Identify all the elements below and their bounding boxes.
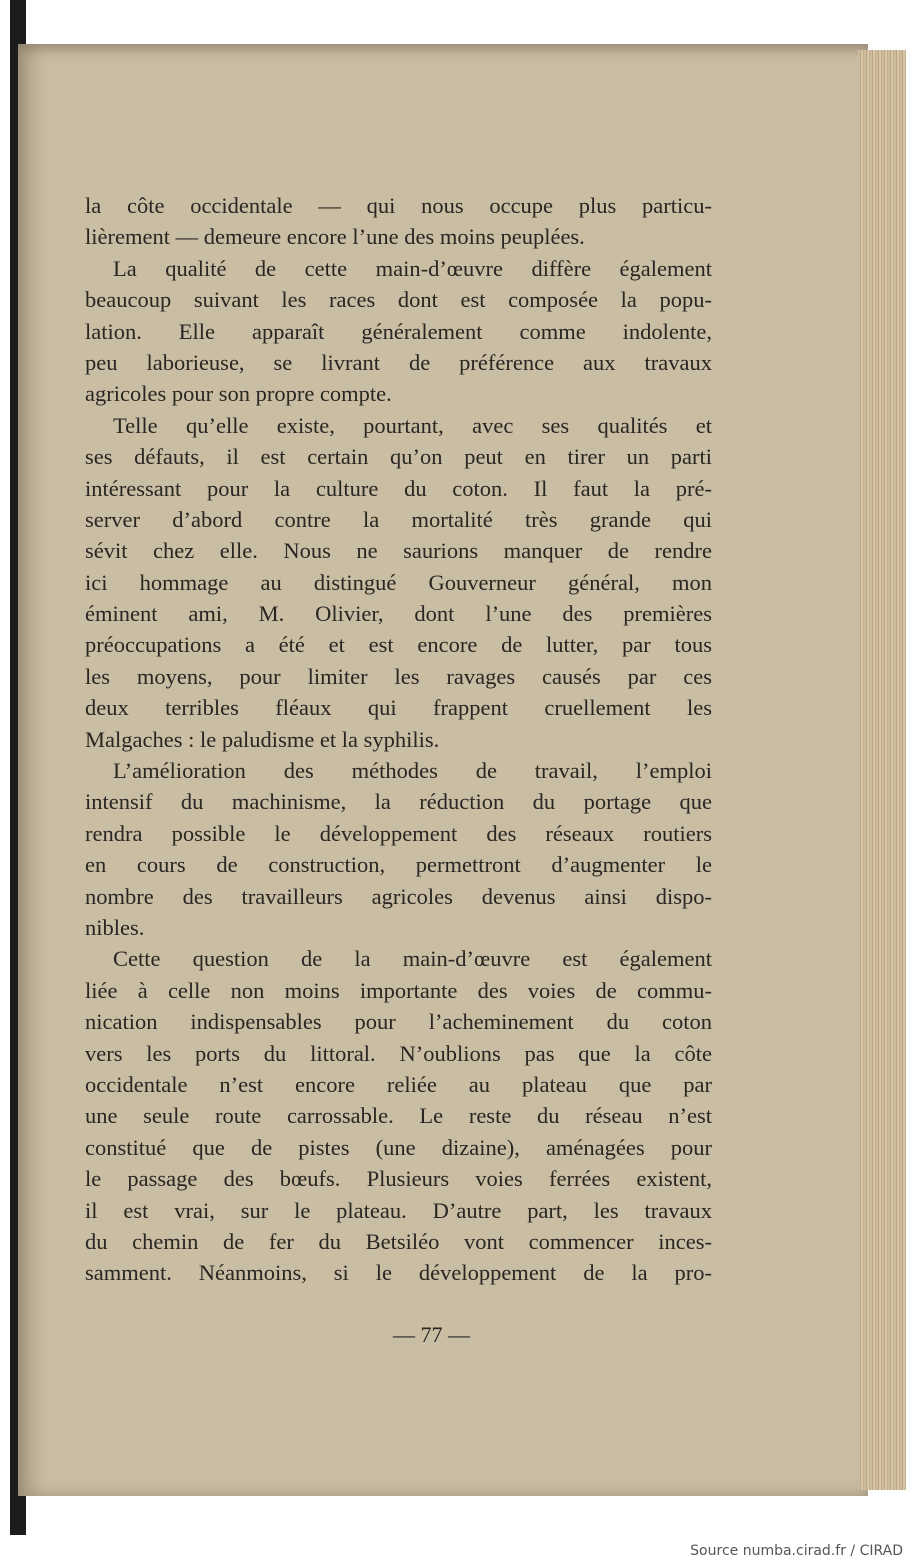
text-line: nibles.: [85, 914, 145, 940]
text-line: Telle qu’elle existe, pourtant, avec ses qualités et: [113, 412, 712, 438]
text-line: peu laborieuse, se livrant de préférence aux travaux: [85, 349, 712, 375]
text-line: les moyens, pour limiter les ravages causés par ces: [85, 663, 712, 689]
text-line: server d’abord contre la mortalité très grande qui: [85, 506, 712, 532]
text-line: constitué que de pistes (une dizaine), aménagées pour: [85, 1134, 712, 1160]
text-line: le passage des bœufs. Plusieurs voies ferrées existent,: [85, 1166, 712, 1192]
page-number: — 77 —: [393, 1322, 470, 1347]
text-line: agricoles pour son propre compte.: [85, 381, 392, 407]
text-line: intéressant pour la culture du coton. Il faut la pré-: [85, 475, 712, 501]
text-line: liée à celle non moins importante des voies de commu-: [85, 977, 712, 1003]
page-edges: [858, 50, 906, 1490]
text-line: Cette question de la main-d’œuvre est également: [113, 946, 712, 972]
text-line: ici hommage au distingué Gouverneur général, mon: [85, 569, 712, 595]
body-text: [85, 190, 712, 1289]
text-line: Malgaches : le paludisme et la syphilis.: [85, 726, 440, 752]
text-line: ses défauts, il est certain qu’on peut en tirer un parti: [85, 444, 712, 470]
text-line: nombre des travailleurs agricoles devenus ainsi dispo-: [85, 883, 712, 909]
text-line: la côte occidentale — qui nous occupe plus particu-: [85, 193, 712, 218]
text-line: occidentale n’est encore reliée au plateau que par: [85, 1071, 712, 1097]
text-line: préoccupations a été et est encore de lutter, par tous: [85, 632, 712, 658]
text-line: éminent ami, M. Olivier, dont l’une des premières: [85, 601, 712, 627]
text-line: deux terribles fléaux qui frappent cruellement les: [85, 695, 712, 721]
text-line: intensif du machinisme, la réduction du portage que: [85, 789, 712, 815]
text-line: du chemin de fer du Betsiléo vont commencer inces-: [85, 1228, 712, 1254]
text-line: nication indispensables pour l’acheminement du coton: [85, 1009, 712, 1035]
text-line: beaucoup suivant les races dont est composée la popu-: [85, 287, 712, 313]
source-credit: Source numba.cirad.fr / CIRAD: [690, 1543, 903, 1559]
text-line: vers les ports du littoral. N’oublions pas que la côte: [85, 1040, 712, 1066]
text-line: rendra possible le développement des réseaux routiers: [85, 820, 712, 846]
text-line: La qualité de cette main-d’œuvre diffère également: [113, 255, 712, 281]
text-line: lation. Elle apparaît généralement comme indolente,: [85, 318, 712, 344]
text-line: sévit chez elle. Nous ne saurions manquer de rendre: [85, 538, 712, 564]
text-line: lièrement — demeure encore l’une des moins peuplées.: [85, 224, 585, 250]
text-line: samment. Néanmoins, si le développement de la pro-: [85, 1260, 712, 1286]
text-line: L’amélioration des méthodes de travail, l’emploi: [113, 758, 712, 784]
text-line: en cours de construction, permettront d’augmenter le: [85, 852, 712, 878]
text-line: il est vrai, sur le plateau. D’autre part, les travaux: [85, 1197, 712, 1223]
text-line: une seule route carrossable. Le reste du réseau n’est: [85, 1103, 712, 1129]
